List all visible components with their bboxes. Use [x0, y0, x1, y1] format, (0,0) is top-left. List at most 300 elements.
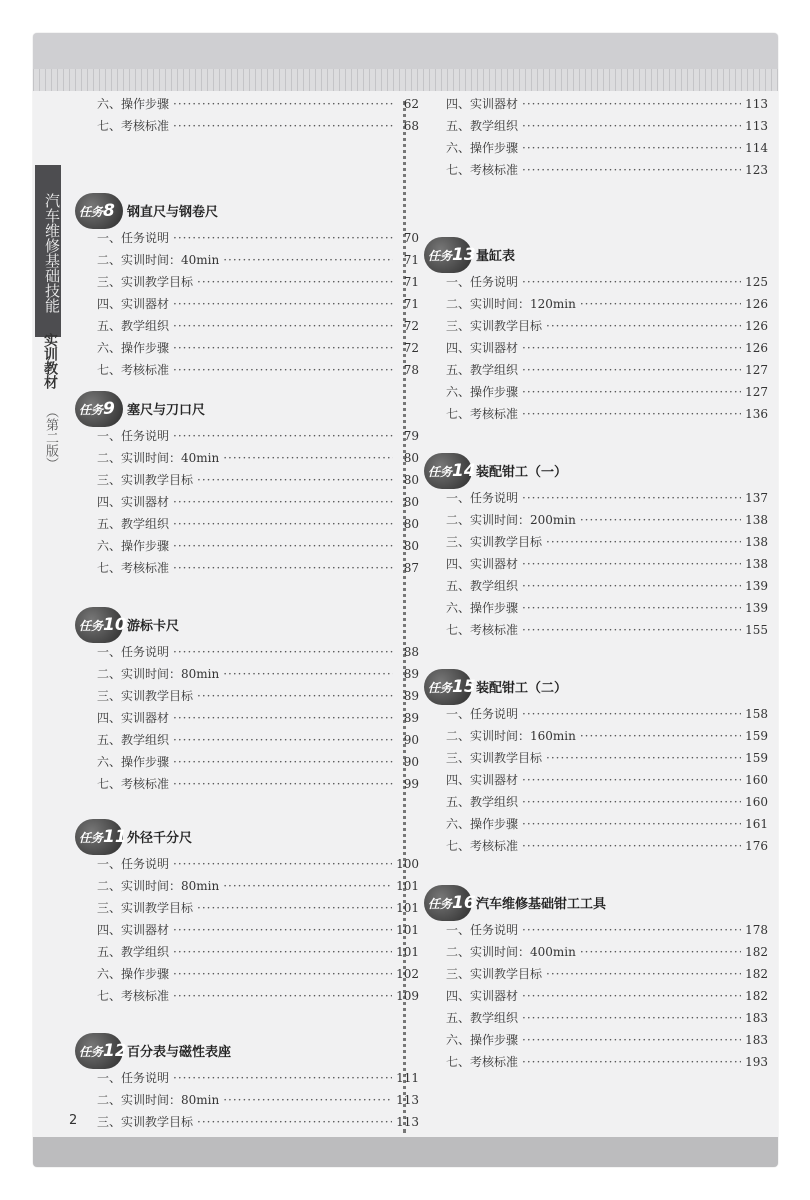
dot-leader	[522, 163, 741, 177]
dot-leader	[197, 473, 393, 487]
toc-entry-label: 五、教学组织	[446, 579, 519, 593]
task-badge	[75, 1033, 127, 1069]
toc-entry[interactable]	[438, 1053, 768, 1075]
toc-section	[79, 607, 419, 797]
dot-leader	[522, 601, 741, 615]
toc-entry-page: 138	[745, 513, 768, 527]
toc-entry-page: 89	[403, 711, 419, 725]
toc-entry[interactable]	[438, 95, 768, 117]
ruler-strip	[33, 69, 778, 91]
toc-entry-label: 二、实训时间：40min	[97, 253, 220, 267]
toc-entry[interactable]	[438, 511, 768, 533]
toc-entry-label: 七、考核标准	[97, 989, 170, 1003]
toc-entry-page: 89	[403, 667, 419, 681]
task-badge	[424, 453, 476, 489]
dot-leader	[197, 1115, 392, 1129]
toc-entry-label: 七、考核标准	[97, 561, 170, 575]
toc-entry-page: 139	[745, 579, 768, 593]
toc-entry-page: 87	[403, 561, 419, 575]
toc-entry[interactable]	[438, 139, 768, 161]
toc-entry-label: 七、考核标准	[97, 777, 170, 791]
toc-entry-label: 七、考核标准	[97, 363, 170, 377]
dot-leader	[173, 857, 392, 871]
dot-leader	[546, 751, 741, 765]
toc-entry[interactable]	[89, 943, 419, 965]
task-badge-number: 9	[103, 399, 115, 419]
task-badge-number: 10	[103, 615, 127, 635]
toc-entry[interactable]	[89, 709, 419, 731]
toc-entry[interactable]	[438, 317, 768, 339]
dot-leader	[173, 777, 393, 791]
toc-entry[interactable]	[438, 599, 768, 621]
toc-entry-label: 七、考核标准	[446, 839, 519, 853]
toc-entry-label: 六、操作步骤	[97, 755, 170, 769]
task-badge-number: 8	[103, 201, 115, 221]
task-badge-number: 11	[103, 827, 127, 847]
task-heading	[79, 1033, 419, 1069]
toc-entry-label: 三、实训教学目标	[97, 901, 194, 915]
dot-leader	[223, 1093, 392, 1107]
toc-entry[interactable]	[89, 1069, 419, 1091]
toc-entry-page: 71	[403, 253, 419, 267]
toc-entry[interactable]	[89, 731, 419, 753]
toc-entry-page: 123	[745, 163, 768, 177]
page-number: 2	[69, 1113, 78, 1128]
toc-entry-label: 二、实训时间：400min	[446, 945, 576, 959]
toc-entry-label: 一、任务说明	[446, 275, 519, 289]
dot-leader	[580, 729, 741, 743]
toc-entry-page: 80	[403, 539, 419, 553]
toc-entry-page: 102	[396, 967, 419, 981]
task-badge-number: 15	[452, 677, 476, 697]
dot-leader	[173, 319, 393, 333]
toc-entry-page: 90	[403, 733, 419, 747]
toc-entry[interactable]	[89, 855, 419, 877]
toc-entry-page: 89	[403, 689, 419, 703]
dot-leader	[173, 341, 393, 355]
toc-entry[interactable]	[438, 749, 768, 771]
toc-entry-page: 125	[745, 275, 768, 289]
toc-entry-label: 六、操作步骤	[97, 97, 170, 111]
task-heading	[79, 391, 419, 427]
toc-entry-label: 五、教学组织	[97, 733, 170, 747]
toc-entry-label: 四、实训器材	[97, 923, 170, 937]
toc-entry[interactable]	[89, 559, 419, 581]
task-badge-number: 12	[103, 1041, 127, 1061]
toc-entry-label: 六、操作步骤	[446, 1033, 519, 1047]
toc-entry-label: 三、实训教学目标	[446, 967, 543, 981]
dot-leader	[173, 923, 392, 937]
toc-section	[428, 669, 768, 859]
task-badge-prefix: 任务	[79, 1045, 104, 1059]
toc-entry-label: 一、任务说明	[97, 857, 170, 871]
toc-entry-page: 160	[745, 773, 768, 787]
task-badge	[424, 885, 476, 921]
toc-entry-label: 一、任务说明	[446, 491, 519, 505]
task-title: 汽车维修基础钳工工具	[476, 897, 607, 912]
task-title: 装配钳工（二）	[476, 681, 568, 696]
dot-leader	[173, 967, 392, 981]
toc-entry[interactable]	[89, 471, 419, 493]
toc-entry-label: 五、教学组织	[446, 795, 519, 809]
toc-entry[interactable]	[89, 117, 419, 139]
dot-leader	[173, 1071, 392, 1085]
task-title: 装配钳工（一）	[476, 465, 568, 480]
toc-entry-page: 127	[745, 363, 768, 377]
toc-entry-label: 四、实训器材	[446, 773, 519, 787]
task-badge-prefix: 任务	[428, 681, 453, 695]
toc-entry-page: 99	[403, 777, 419, 791]
toc-entry-label: 六、操作步骤	[97, 341, 170, 355]
toc-entry-page: 113	[745, 97, 768, 111]
toc-entry[interactable]	[89, 877, 419, 899]
toc-entry-label: 四、实训器材	[97, 297, 170, 311]
task-heading	[79, 819, 419, 855]
toc-section	[428, 885, 768, 1075]
toc-entry[interactable]	[89, 965, 419, 987]
toc-entry-label: 一、任务说明	[446, 923, 519, 937]
toc-entry[interactable]	[89, 775, 419, 797]
toc-entry[interactable]	[438, 405, 768, 427]
toc-entry[interactable]	[89, 1091, 419, 1113]
toc-entry-label: 二、实训时间：40min	[97, 451, 220, 465]
spine-edition: （第二版）	[43, 405, 58, 470]
dot-leader	[173, 733, 393, 747]
toc-entry-page: 80	[403, 451, 419, 465]
dot-leader	[522, 1033, 741, 1047]
toc-entry[interactable]	[438, 339, 768, 361]
task-badge	[424, 669, 476, 705]
toc-entry-page: 113	[745, 119, 768, 133]
task-badge	[75, 819, 127, 855]
task-badge-prefix: 任务	[428, 249, 453, 263]
toc-entry-page: 178	[745, 923, 768, 937]
task-heading	[428, 885, 768, 921]
toc-entry[interactable]	[438, 555, 768, 577]
toc-entry[interactable]	[89, 987, 419, 1009]
dot-leader	[522, 341, 741, 355]
toc-entry[interactable]	[438, 117, 768, 139]
toc-entry[interactable]	[438, 273, 768, 295]
dot-leader	[522, 363, 741, 377]
toc-entry[interactable]	[89, 339, 419, 361]
toc-entry-label: 三、实训教学目标	[446, 751, 543, 765]
toc-entry[interactable]	[438, 577, 768, 599]
task-title: 量缸表	[476, 249, 516, 264]
task-badge-number: 16	[452, 893, 476, 913]
toc-entry-label: 三、实训教学目标	[97, 473, 194, 487]
toc-entry[interactable]	[89, 317, 419, 339]
toc-entry[interactable]	[438, 621, 768, 643]
task-heading	[79, 607, 419, 643]
toc-entry-label: 二、实训时间：120min	[446, 297, 576, 311]
toc-entry[interactable]	[89, 899, 419, 921]
toc-entry-page: 80	[403, 473, 419, 487]
toc-entry-page: 111	[396, 1071, 419, 1085]
toc-entry-page: 113	[396, 1093, 419, 1107]
toc-entry-label: 二、实训时间：200min	[446, 513, 576, 527]
toc-entry-label: 五、教学组织	[97, 517, 170, 531]
dot-leader	[173, 495, 393, 509]
dot-leader	[580, 945, 741, 959]
toc-entry[interactable]	[438, 727, 768, 749]
toc-entry-label: 四、实训器材	[446, 989, 519, 1003]
toc-entry-page: 161	[745, 817, 768, 831]
toc-entry-label: 三、实训教学目标	[446, 319, 543, 333]
toc-entry-label: 六、操作步骤	[446, 385, 519, 399]
toc-entry-label: 二、实训时间：80min	[97, 1093, 220, 1107]
dot-leader	[197, 275, 393, 289]
task-title: 百分表与磁性表座	[127, 1045, 232, 1060]
task-badge-number: 14	[452, 461, 476, 481]
toc-entry-page: 90	[403, 755, 419, 769]
dot-leader	[522, 141, 741, 155]
toc-entry[interactable]	[89, 95, 419, 117]
toc-entry[interactable]	[89, 921, 419, 943]
toc-entry[interactable]	[438, 161, 768, 183]
toc-entry-page: 137	[745, 491, 768, 505]
task-badge-number: 13	[452, 245, 476, 265]
dot-leader	[580, 513, 741, 527]
toc-entry-page: 88	[403, 645, 419, 659]
dot-leader	[173, 97, 393, 111]
dot-leader	[522, 1011, 741, 1025]
task-badge-prefix: 任务	[428, 897, 453, 911]
toc-entry-page: 160	[745, 795, 768, 809]
toc-entry[interactable]	[438, 987, 768, 1009]
task-heading	[428, 237, 768, 273]
dot-leader	[173, 429, 393, 443]
toc-entry-label: 一、任务说明	[97, 429, 170, 443]
toc-entry[interactable]	[89, 229, 419, 251]
task-title: 游标卡尺	[127, 619, 180, 634]
toc-entry[interactable]	[438, 295, 768, 317]
toc-entry[interactable]	[438, 921, 768, 943]
toc-entry[interactable]	[438, 815, 768, 837]
toc-entry-page: 109	[396, 989, 419, 1003]
toc-entry[interactable]	[438, 361, 768, 383]
dot-leader	[522, 623, 741, 637]
toc-entry-label: 三、实训教学目标	[446, 535, 543, 549]
toc-entry-label: 二、实训时间：80min	[97, 667, 220, 681]
dot-leader	[522, 839, 741, 853]
dot-leader	[197, 689, 393, 703]
toc-entry-page: 114	[745, 141, 768, 155]
toc-entry-label: 一、任务说明	[97, 231, 170, 245]
toc-entry-label: 七、考核标准	[446, 1055, 519, 1069]
toc-entry-page: 71	[403, 297, 419, 311]
dot-leader	[580, 297, 741, 311]
toc-entry-page: 138	[745, 557, 768, 571]
dot-leader	[223, 667, 393, 681]
dot-leader	[522, 923, 741, 937]
toc-entry-label: 二、实训时间：160min	[446, 729, 576, 743]
toc-entry[interactable]	[89, 251, 419, 273]
toc-entry[interactable]	[89, 273, 419, 295]
dot-leader	[223, 253, 393, 267]
toc-entry[interactable]	[438, 837, 768, 859]
toc-entry[interactable]	[89, 361, 419, 383]
spine-title: 汽车维修基础技能	[35, 165, 61, 337]
toc-section	[79, 819, 419, 1009]
toc-entry-label: 四、实训器材	[446, 341, 519, 355]
toc-entry-label: 三、实训教学目标	[97, 1115, 194, 1129]
toc-entry-page: 182	[745, 945, 768, 959]
toc-entry-label: 一、任务说明	[97, 1071, 170, 1085]
toc-entry-page: 78	[403, 363, 419, 377]
toc-entry-label: 六、操作步骤	[97, 539, 170, 553]
toc-entry-page: 62	[403, 97, 419, 111]
task-badge-prefix: 任务	[79, 403, 104, 417]
toc-entry[interactable]	[438, 965, 768, 987]
toc-entry[interactable]	[89, 1113, 419, 1135]
toc-entry-page: 80	[403, 517, 419, 531]
toc-entry[interactable]	[438, 705, 768, 727]
toc-entry-label: 四、实训器材	[446, 97, 519, 111]
toc-entry[interactable]	[89, 427, 419, 449]
dot-leader	[173, 711, 393, 725]
spine-subtitle: 实训教材	[42, 333, 58, 389]
toc-entry-label: 六、操作步骤	[97, 967, 170, 981]
task-heading	[79, 193, 419, 229]
task-heading	[428, 669, 768, 705]
toc-entry[interactable]	[438, 943, 768, 965]
toc-entry[interactable]	[89, 493, 419, 515]
toc-entry-page: 127	[745, 385, 768, 399]
toc-entry-label: 六、操作步骤	[446, 601, 519, 615]
task-title: 钢直尺与钢卷尺	[127, 205, 219, 220]
footer-band	[33, 1137, 778, 1167]
toc-entry-page: 176	[745, 839, 768, 853]
toc-entry-page: 101	[396, 879, 419, 893]
dot-leader	[223, 451, 393, 465]
toc-entry[interactable]	[438, 793, 768, 815]
toc-entry[interactable]	[89, 643, 419, 665]
toc-section	[79, 391, 419, 581]
task-badge	[75, 607, 127, 643]
toc-entry-page: 158	[745, 707, 768, 721]
task-badge-prefix: 任务	[79, 619, 104, 633]
dot-leader	[173, 989, 392, 1003]
dot-leader	[173, 539, 393, 553]
dot-leader	[522, 557, 741, 571]
toc-section	[428, 237, 768, 427]
toc-entry-label: 四、实训器材	[446, 557, 519, 571]
toc-entry[interactable]	[438, 533, 768, 555]
toc-entry-page: 183	[745, 1033, 768, 1047]
toc-entry-label: 一、任务说明	[97, 645, 170, 659]
task-badge	[424, 237, 476, 273]
toc-entry-page: 136	[745, 407, 768, 421]
toc-entry-page: 126	[745, 297, 768, 311]
dot-leader	[546, 319, 741, 333]
task-badge-prefix: 任务	[79, 831, 104, 845]
toc-entry-label: 六、操作步骤	[446, 141, 519, 155]
toc-entry-label: 五、教学组织	[446, 363, 519, 377]
toc-entry[interactable]	[89, 753, 419, 775]
toc-entry-page: 68	[403, 119, 419, 133]
task-badge-prefix: 任务	[79, 205, 104, 219]
task-title: 塞尺与刀口尺	[127, 403, 206, 418]
dot-leader	[522, 817, 741, 831]
toc-section	[79, 1033, 419, 1135]
toc-entry-page: 71	[403, 275, 419, 289]
toc-entry[interactable]	[438, 771, 768, 793]
book-page	[33, 33, 778, 1167]
toc-entry-label: 三、实训教学目标	[97, 275, 194, 289]
toc-entry[interactable]	[89, 515, 419, 537]
header-band	[33, 33, 778, 91]
task-badge	[75, 391, 123, 427]
toc-entry-page: 113	[396, 1115, 419, 1129]
toc-entry-label: 七、考核标准	[446, 163, 519, 177]
toc-entry[interactable]	[89, 449, 419, 471]
dot-leader	[173, 297, 393, 311]
dot-leader	[173, 561, 393, 575]
dot-leader	[522, 491, 741, 505]
toc-entry-page: 159	[745, 751, 768, 765]
task-heading	[428, 453, 768, 489]
dot-leader	[522, 1055, 741, 1069]
dot-leader	[522, 275, 741, 289]
dot-leader	[173, 645, 393, 659]
toc-entry-label: 五、教学组织	[97, 319, 170, 333]
toc-entry-label: 七、考核标准	[446, 407, 519, 421]
toc-entry-page: 70	[403, 231, 419, 245]
dot-leader	[173, 363, 393, 377]
toc-entry[interactable]	[438, 1009, 768, 1031]
toc-entry-label: 六、操作步骤	[446, 817, 519, 831]
dot-leader	[173, 119, 393, 133]
toc-entry[interactable]	[438, 1031, 768, 1053]
toc-entry-label: 四、实训器材	[97, 495, 170, 509]
dot-leader	[522, 989, 741, 1003]
dot-leader	[522, 119, 741, 133]
toc-entry-page: 193	[745, 1055, 768, 1069]
task-title: 外径千分尺	[127, 831, 193, 846]
toc-entry[interactable]	[438, 489, 768, 511]
toc-entry[interactable]	[89, 687, 419, 709]
dot-leader	[546, 967, 741, 981]
task-badge	[75, 193, 123, 229]
toc-entry-page: 72	[403, 319, 419, 333]
toc-entry[interactable]	[89, 295, 419, 317]
toc-entry-page: 183	[745, 1011, 768, 1025]
task-badge-prefix: 任务	[428, 465, 453, 479]
toc-section	[79, 193, 419, 383]
toc-entry-page: 72	[403, 341, 419, 355]
toc-entry[interactable]	[438, 383, 768, 405]
toc-entry-page: 101	[396, 923, 419, 937]
dot-leader	[223, 879, 392, 893]
toc-entry-page: 155	[745, 623, 768, 637]
toc-entry-page: 182	[745, 967, 768, 981]
dot-leader	[522, 707, 741, 721]
toc-section	[438, 95, 768, 183]
toc-entry[interactable]	[89, 665, 419, 687]
toc-entry-page: 80	[403, 495, 419, 509]
dot-leader	[173, 755, 393, 769]
toc-section	[428, 453, 768, 643]
toc-entry-page: 182	[745, 989, 768, 1003]
dot-leader	[522, 385, 741, 399]
toc-entry-page: 126	[745, 341, 768, 355]
toc-entry-page: 101	[396, 945, 419, 959]
toc-entry[interactable]	[89, 537, 419, 559]
toc-entry-label: 五、教学组织	[446, 1011, 519, 1025]
dot-leader	[522, 97, 741, 111]
toc-entry-page: 79	[403, 429, 419, 443]
